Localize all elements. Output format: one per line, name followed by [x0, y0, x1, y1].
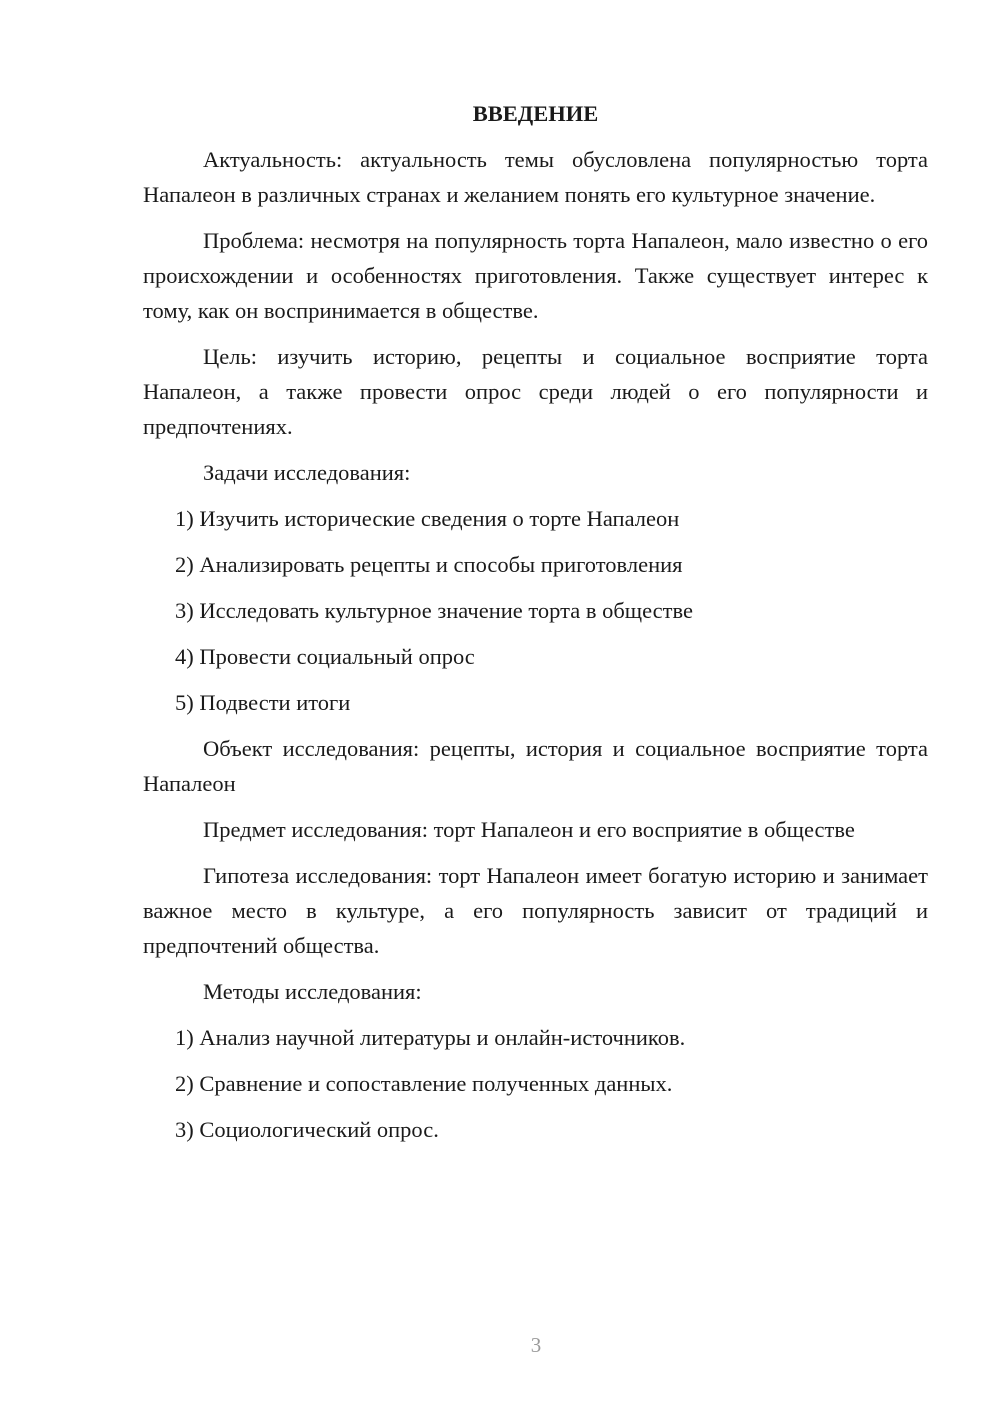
goal-paragraph: Цель: изучить историю, рецепты и социальное восприятие торта Напалеон, а также провести опрос среди людей о его популярности и предпочтениях.: [143, 344, 928, 439]
task-item: 3) Исследовать культурное значение торта в обществе: [175, 598, 693, 623]
subject-paragraph: Предмет исследования: торт Напалеон и его восприятие в обществе: [203, 817, 855, 842]
task-item: 2) Анализировать рецепты и способы приготовления: [175, 552, 683, 577]
task-item: 5) Подвести итоги: [175, 690, 351, 715]
hypothesis-paragraph: Гипотеза исследования: торт Напалеон имеет богатую историю и занимает важное место в культуре, а его популярность зависит от традиций и предпочтений общества.: [143, 863, 928, 958]
page-content: [143, 96, 928, 1158]
page-number: 3: [530, 1333, 542, 1357]
method-item: 1) Анализ научной литературы и онлайн-источников.: [175, 1025, 686, 1050]
tasks-heading: Задачи исследования:: [203, 460, 411, 485]
methods-heading: Методы исследования:: [203, 979, 422, 1004]
actuality-paragraph: Актуальность: актуальность темы обусловлена популярностью торта Напалеон в различных странах и желанием понять его культурное значение.: [143, 147, 928, 207]
problem-paragraph: Проблема: несмотря на популярность торта Напалеон, мало известно о его происхождении и особенностях приготовления. Также существует интерес к тому, как он воспринимается в обществе.: [143, 228, 928, 323]
object-paragraph: Объект исследования: рецепты, история и социальное восприятие торта Напалеон: [143, 736, 928, 796]
method-item: 3) Социологический опрос.: [175, 1117, 439, 1142]
method-item: 2) Сравнение и сопоставление полученных данных.: [175, 1071, 673, 1096]
methods-list: [143, 1020, 928, 1147]
section-title: ВВЕДЕНИЕ: [472, 101, 599, 126]
task-item: 1) Изучить исторические сведения о торте Напалеон: [175, 506, 680, 531]
tasks-list: [143, 501, 928, 720]
task-item: 4) Провести социальный опрос: [175, 644, 475, 669]
